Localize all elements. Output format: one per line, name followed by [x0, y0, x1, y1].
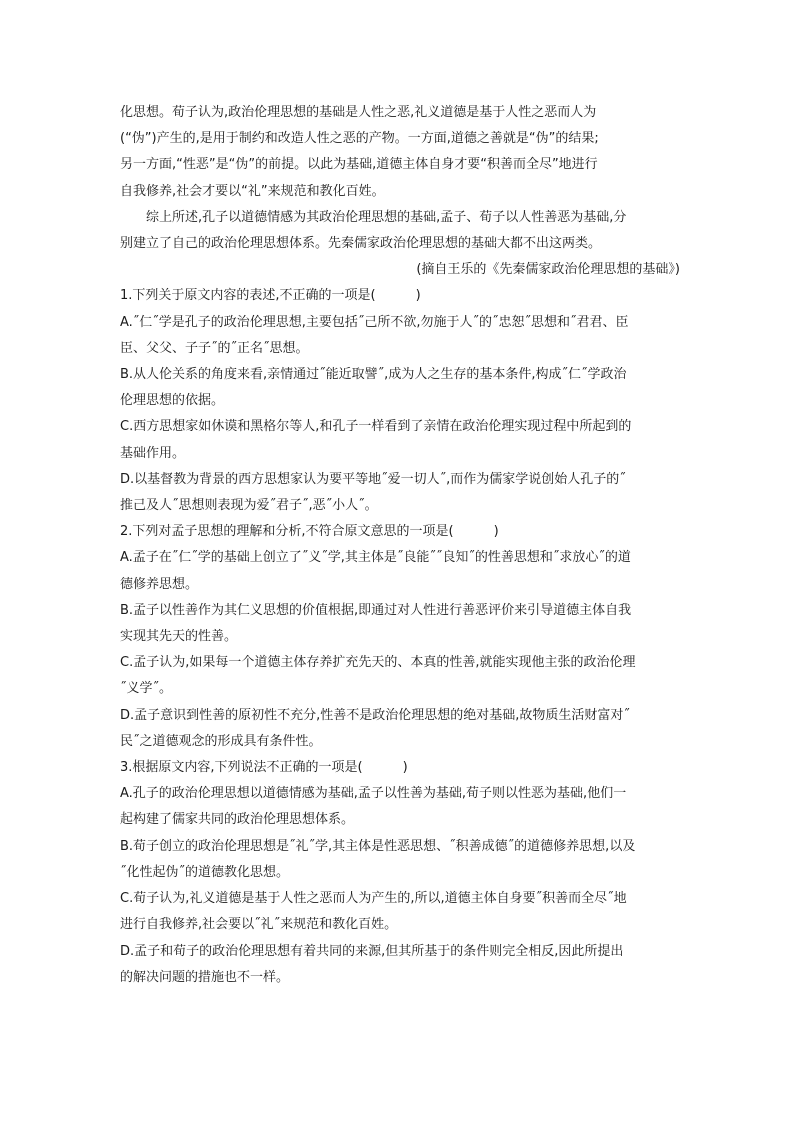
- option-line: 推己及人˝思想则表现为爱˝君子˝,恶˝小人˝。: [120, 498, 378, 514]
- stem-text: 2.下列对孟子思想的理解和分析,不符合原文意思的一项是(: [120, 524, 454, 540]
- option-line: 实现其先天的性善。: [120, 629, 238, 645]
- option-line: D.孟子意识到性善的原初性不充分,性善不是政治伦理思想的绝对基础,故物质生活财富对˝: [120, 707, 630, 723]
- stem-text: 3.根据原文内容,下列说法不正确的一项是(: [120, 760, 363, 776]
- option-line: 民˝之道德观念的形成具有条件性。: [120, 733, 322, 749]
- stem-close: ): [493, 524, 499, 540]
- question-3: [120, 755, 680, 991]
- question-stem: [120, 283, 680, 309]
- option-line: D.孟子和荀子的政治伦理思想有着共同的来源,但其所基于的条件则完全相反,因此所提出: [120, 943, 624, 959]
- option-line: 的解决问题的措施也不一样。: [120, 969, 290, 985]
- option-d: [120, 703, 680, 755]
- option-line: C.荀子认为,礼义道德是基于人性之恶而人为产生的,所以,道德主体自身要˝积善而全尽˝地: [120, 891, 627, 907]
- document-page: [120, 100, 680, 991]
- option-line: 德修养思想。: [120, 576, 199, 592]
- passage-line: 化思想。荀子认为,政治伦理思想的基础是人性之恶,礼义道德是基于人性之恶而人为: [120, 105, 597, 120]
- option-c: [120, 650, 680, 702]
- option-line: 伦理思想的依据。: [120, 393, 225, 409]
- stem-close: ): [402, 760, 408, 776]
- option-line: 进行自我修养,社会要以˝礼˝来规范和教化百姓。: [120, 917, 398, 933]
- option-a: [120, 781, 680, 833]
- stem-close: ): [415, 288, 421, 304]
- option-b: [120, 834, 680, 886]
- option-line: B.孟子以性善作为其仁义思想的价值根据,即通过对人性进行善恶评价来引导道德主体自我: [120, 602, 632, 618]
- option-line: A.孔子的政治伦理思想以道德情感为基础,孟子以性善为基础,荀子则以性恶为基础,他们一: [120, 786, 627, 802]
- option-line: C.孟子认为,如果每一个道德主体存养扩充先天的、本真的性善,就能实现他主张的政治伦理: [120, 655, 636, 671]
- option-c: [120, 886, 680, 938]
- option-a: [120, 545, 680, 597]
- option-b: [120, 362, 680, 414]
- option-line: D.以基督教为背景的西方思想家认为要平等地˝爱一切人˝,而作为儒家学说创始人孔子的˝: [120, 471, 626, 487]
- option-line: A.˝仁˝学是孔子的政治伦理思想,主要包括˝己所不欲,勿施于人˝的˝忠恕˝思想和˝君君、臣: [120, 314, 629, 330]
- option-line: ˝化性起伪˝的道德教化思想。: [120, 864, 290, 880]
- stem-text: 1.下列关于原文内容的表述,不正确的一项是(: [120, 288, 376, 304]
- option-c: [120, 414, 680, 466]
- question-stem: [120, 519, 680, 545]
- passage-line: 另一方面,“性恶”是“伪”的前提。以此为基础,道德主体自身才要“积善而全尽”地进行: [120, 157, 598, 173]
- question-2: [120, 519, 680, 755]
- option-line: 起构建了儒家共同的政治伦理思想体系。: [120, 812, 355, 828]
- summary-paragraph: [120, 205, 680, 257]
- option-d: [120, 939, 680, 991]
- option-d: [120, 467, 680, 519]
- source-citation: (摘自王乐的《先秦儒家政治伦理思想的基础》): [416, 262, 680, 278]
- option-line: 基础作用。: [120, 445, 186, 461]
- question-stem: [120, 755, 680, 781]
- option-line: ˝义学˝。: [120, 681, 173, 697]
- passage-paragraph: [120, 100, 680, 205]
- option-a: [120, 310, 680, 362]
- option-b: [120, 598, 680, 650]
- option-line: C.西方思想家如休谟和黑格尔等人,和孔子一样看到了亲情在政治伦理实现过程中所起到的: [120, 419, 632, 435]
- summary-line: 综上所述,孔子以道德情感为其政治伦理思想的基础,孟子、荀子以人性善恶为基础,分: [146, 209, 627, 225]
- option-line: B.荀子创立的政治伦理思想是˝礼˝学,其主体是性恶思想、˝积善成德˝的道德修养思想,以及: [120, 838, 636, 854]
- passage-line: 自我修养,社会才要以“礼”来规范和教化百姓。: [120, 183, 385, 199]
- option-line: 臣、父父、子子˝的˝正名˝思想。: [120, 340, 309, 356]
- summary-line: 别建立了自己的政治伦理思想体系。先秦儒家政治伦理思想的基础大都不出这两类。: [120, 236, 602, 252]
- passage-line: (“伪”)产生的,是用于制约和改造人性之恶的产物。一方面,道德之善就是“伪”的结果;: [120, 131, 599, 147]
- question-1: [120, 283, 680, 519]
- option-line: A.孟子在˝仁˝学的基础上创立了˝义˝学,其主体是˝良能˝˝良知˝的性善思想和˝求放心˝的道: [120, 550, 631, 566]
- option-line: B.从人伦关系的角度来看,亲情通过˝能近取譬˝,成为人之生存的基本条件,构成˝仁˝学政治: [120, 367, 627, 383]
